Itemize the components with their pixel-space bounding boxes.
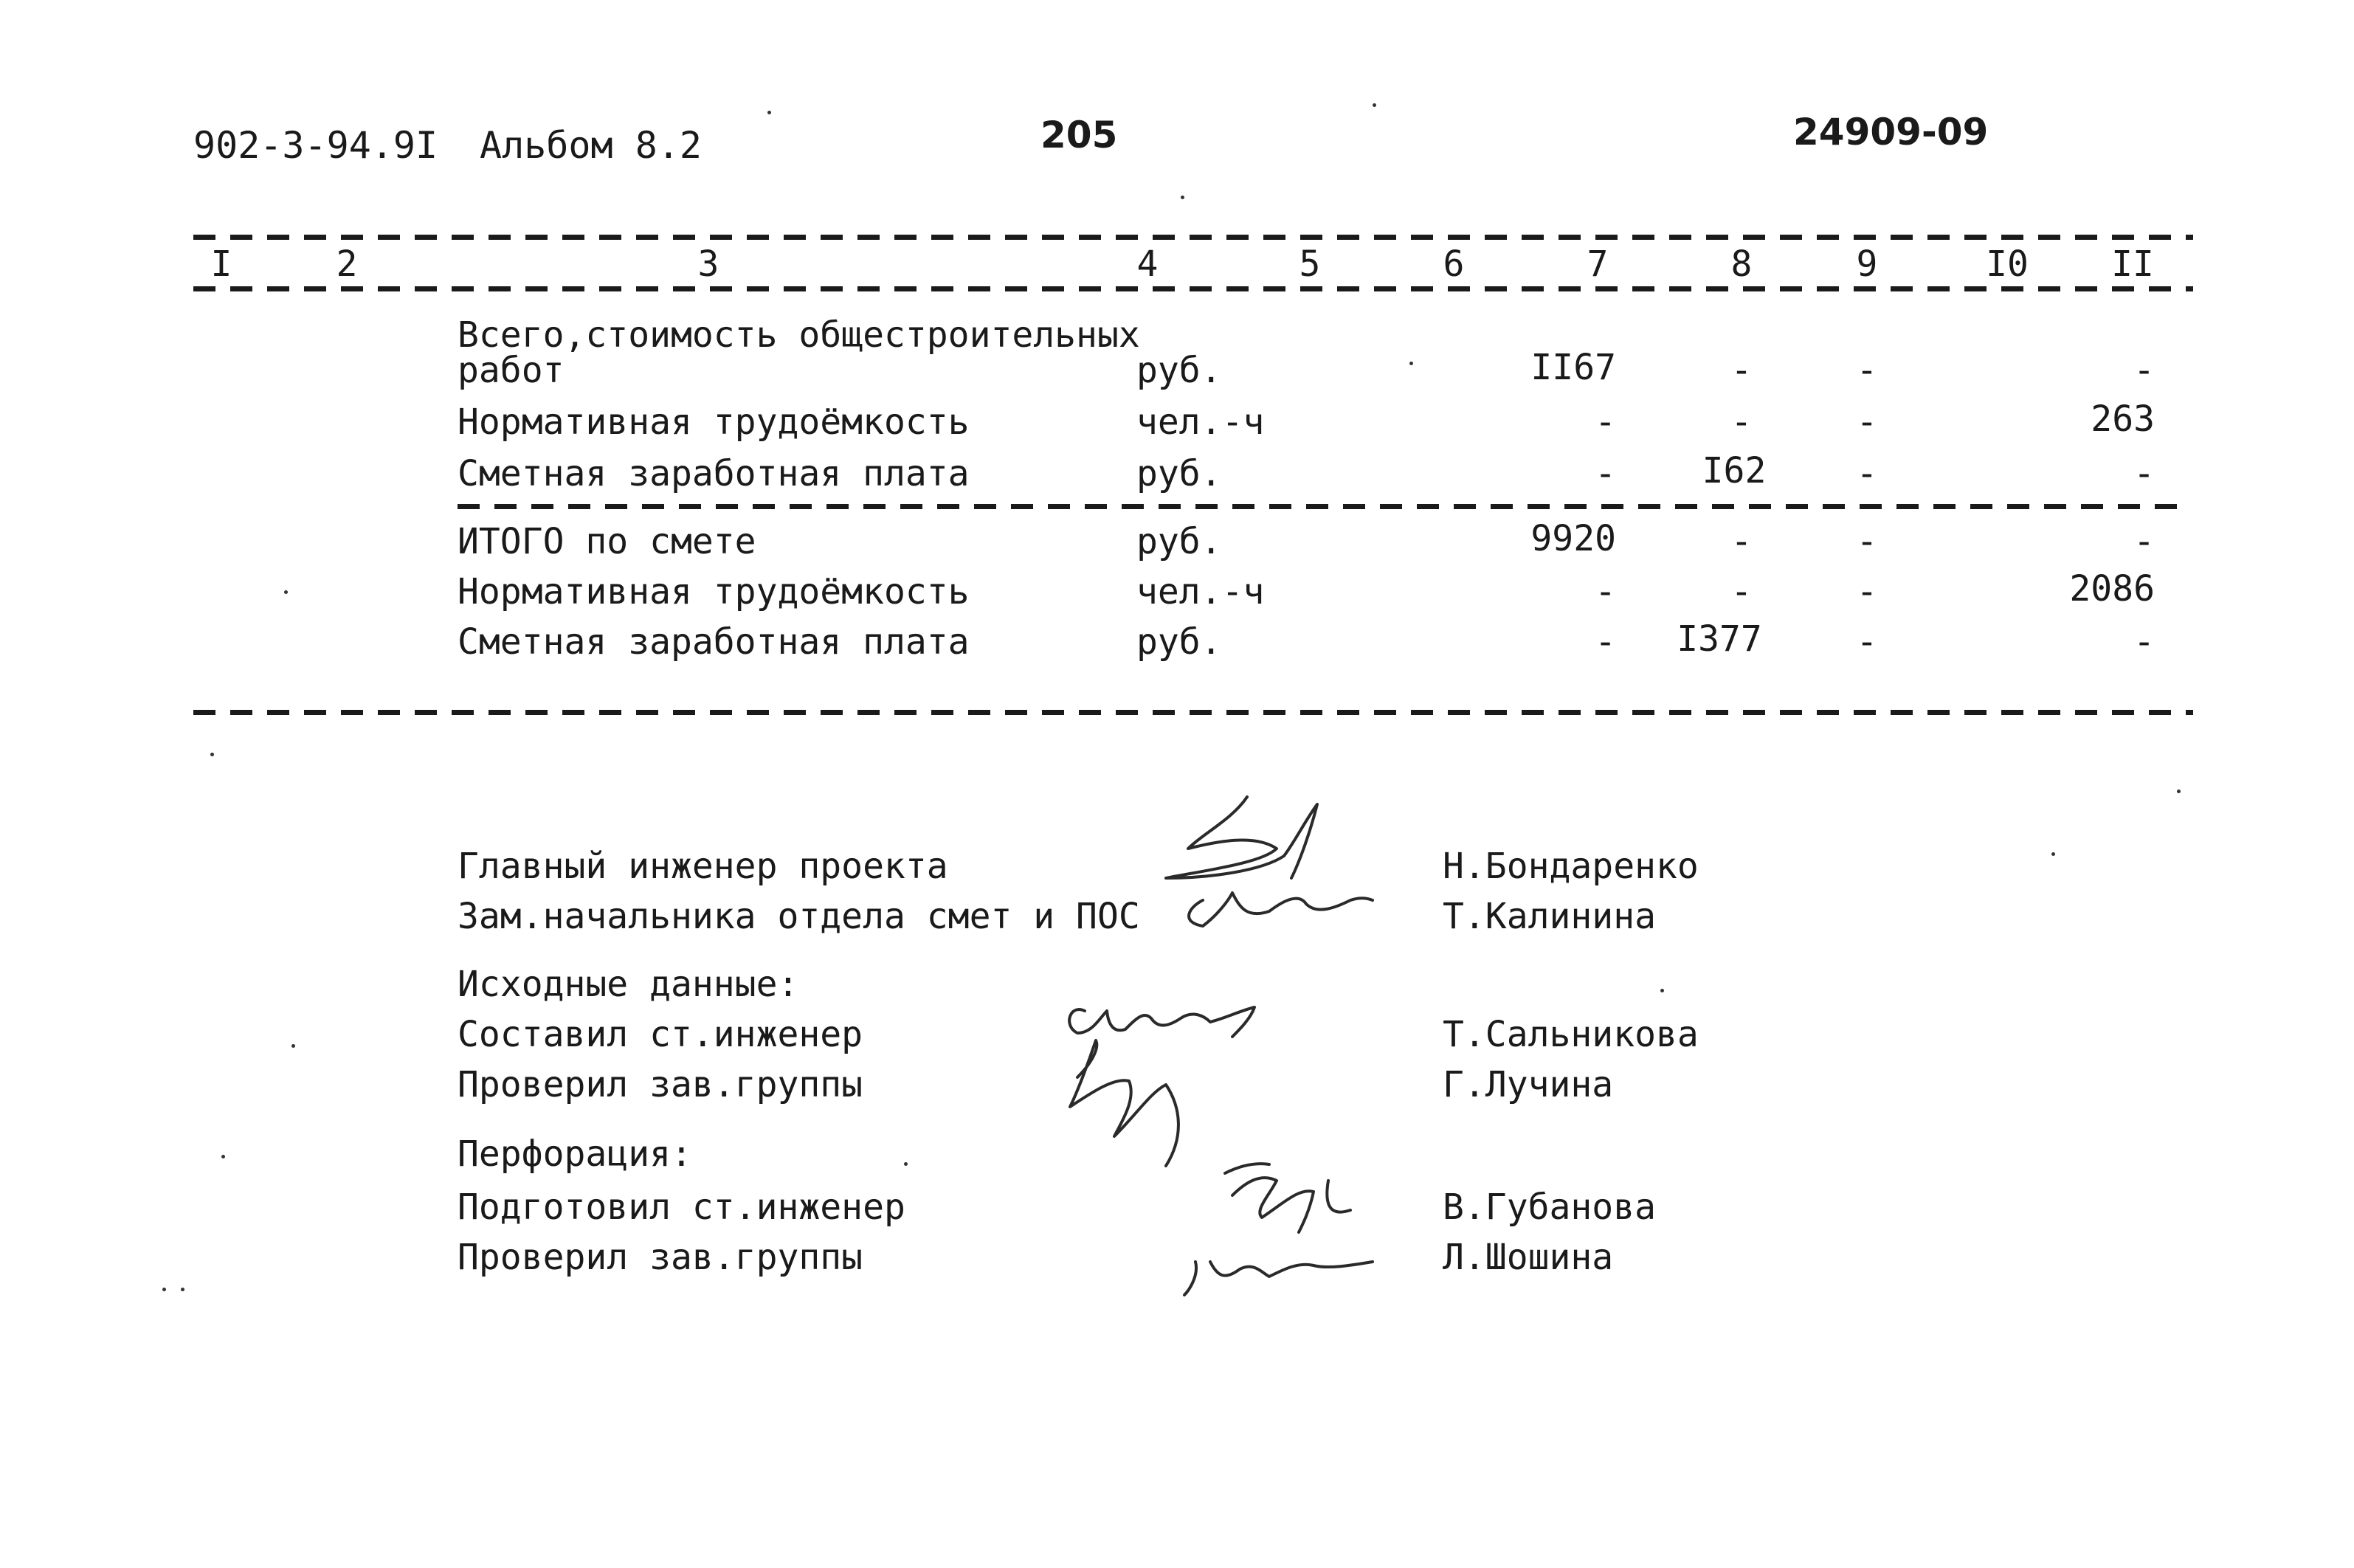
sign-name-salnikova: Т.Сальникова (1443, 1014, 1699, 1055)
sign-role-compiled: Составил ст.инженер (458, 1014, 863, 1055)
row-1-col11: - (2133, 350, 2155, 391)
row-1-name: работ (458, 350, 565, 391)
row-6-col8: I377 (1677, 618, 1762, 660)
scan-speck (1409, 362, 1413, 365)
row-3-col8: I62 (1702, 450, 1767, 491)
row-3-name: Сметная заработная плата (458, 453, 970, 494)
row-1-name-line1: Всего,стоимость общестроительных (458, 314, 1140, 356)
scan-speck (904, 1162, 908, 1166)
signature-bondarenko (1159, 790, 1380, 944)
sign-name-kalinina: Т.Калинина (1443, 896, 1656, 937)
row-3-col9: - (1856, 453, 1878, 494)
scan-speck (181, 1288, 184, 1291)
sign-role-deputy-head: Зам.начальника отдела смет и ПОС (458, 896, 1140, 937)
column-header-5: 5 (1299, 244, 1321, 285)
row-5-col11: 2086 (2069, 568, 2155, 609)
row-4-col11: - (2133, 521, 2155, 562)
row-2-name: Нормативная трудоёмкость (458, 401, 970, 443)
column-header-3: 3 (697, 244, 719, 285)
sign-role-chief-engineer: Главный инженер проекта (458, 846, 948, 887)
column-header-6: 6 (1443, 244, 1465, 285)
sign-name-gubanova: В.Губанова (1443, 1187, 1656, 1228)
row-4-name: ИТОГО по смете (458, 521, 756, 562)
sign-role-checked-2: Проверил зав.группы (458, 1237, 863, 1278)
document-number: 24909-09 (1793, 111, 1989, 153)
scan-speck (2177, 790, 2181, 793)
row-5-col7: - (1595, 571, 1616, 612)
row-2-unit: чел.-ч (1136, 401, 1265, 443)
row-2-col7: - (1595, 401, 1616, 443)
row-4-col9: - (1856, 521, 1878, 562)
header-bottom-rule (193, 286, 2193, 291)
header-top-rule (193, 235, 2193, 240)
row-4-unit: руб. (1136, 521, 1222, 562)
column-header-10: I0 (1986, 244, 2029, 285)
row-5-name: Нормативная трудоёмкость (458, 571, 970, 612)
row-4-col7: 9920 (1530, 518, 1616, 559)
scan-speck (1373, 103, 1376, 107)
section-source-data: Исходные данные: (458, 964, 799, 1005)
sign-name-shoshina: Л.Шошина (1443, 1237, 1614, 1278)
row-6-col9: - (1856, 621, 1878, 663)
sign-name-bondarenko: Н.Бондаренко (1443, 846, 1699, 887)
row-5-col8: - (1730, 571, 1753, 612)
page-number: 205 (1040, 114, 1118, 156)
project-code: 902-3-94.9I (193, 124, 438, 167)
row-2-col11: 263 (2091, 398, 2155, 440)
column-header-9: 9 (1856, 244, 1878, 285)
album-label: Альбом 8.2 (480, 124, 703, 167)
row-5-col9: - (1856, 571, 1878, 612)
column-header-4: 4 (1136, 244, 1159, 285)
scan-speck (284, 590, 288, 594)
column-header-2: 2 (336, 244, 358, 285)
row-3-col7: - (1595, 453, 1616, 494)
section-perforation: Перфорация: (458, 1133, 692, 1175)
row-3-col11: - (2133, 453, 2155, 494)
column-header-11: II (2111, 244, 2154, 285)
sign-role-prepared: Подготовил ст.инженер (458, 1187, 905, 1228)
row-1-unit: руб. (1136, 350, 1222, 391)
column-header-8: 8 (1730, 244, 1753, 285)
scan-speck (291, 1044, 295, 1048)
signature-gubanova-shoshina (1181, 1151, 1402, 1299)
row-6-col11: - (2133, 621, 2155, 663)
row-4-col8: - (1730, 521, 1753, 562)
row-1-col8: - (1730, 350, 1753, 391)
row-1-col9: - (1856, 350, 1878, 391)
table-bottom-rule (193, 710, 2193, 715)
row-5-unit: чел.-ч (1136, 571, 1265, 612)
scan-speck (210, 753, 214, 756)
scan-speck (2051, 852, 2055, 856)
row-3-unit: руб. (1136, 453, 1222, 494)
row-6-unit: руб. (1136, 621, 1222, 663)
row-1-col7: II67 (1530, 347, 1616, 388)
scan-speck (767, 111, 771, 114)
column-header-1: I (210, 244, 232, 285)
subtotal-rule (458, 504, 2192, 509)
scan-speck (162, 1288, 166, 1291)
scan-speck (1181, 196, 1184, 199)
sign-name-luchina: Г.Лучина (1443, 1064, 1614, 1105)
scan-speck (1660, 989, 1664, 992)
row-6-name: Сметная заработная плата (458, 621, 970, 663)
row-2-col9: - (1856, 401, 1878, 443)
signature-salnikova-luchina (1055, 989, 1291, 1173)
sign-role-checked: Проверил зав.группы (458, 1064, 863, 1105)
row-2-col8: - (1730, 401, 1753, 443)
column-header-7: 7 (1587, 244, 1609, 285)
scan-speck (221, 1155, 225, 1158)
row-6-col7: - (1595, 621, 1616, 663)
